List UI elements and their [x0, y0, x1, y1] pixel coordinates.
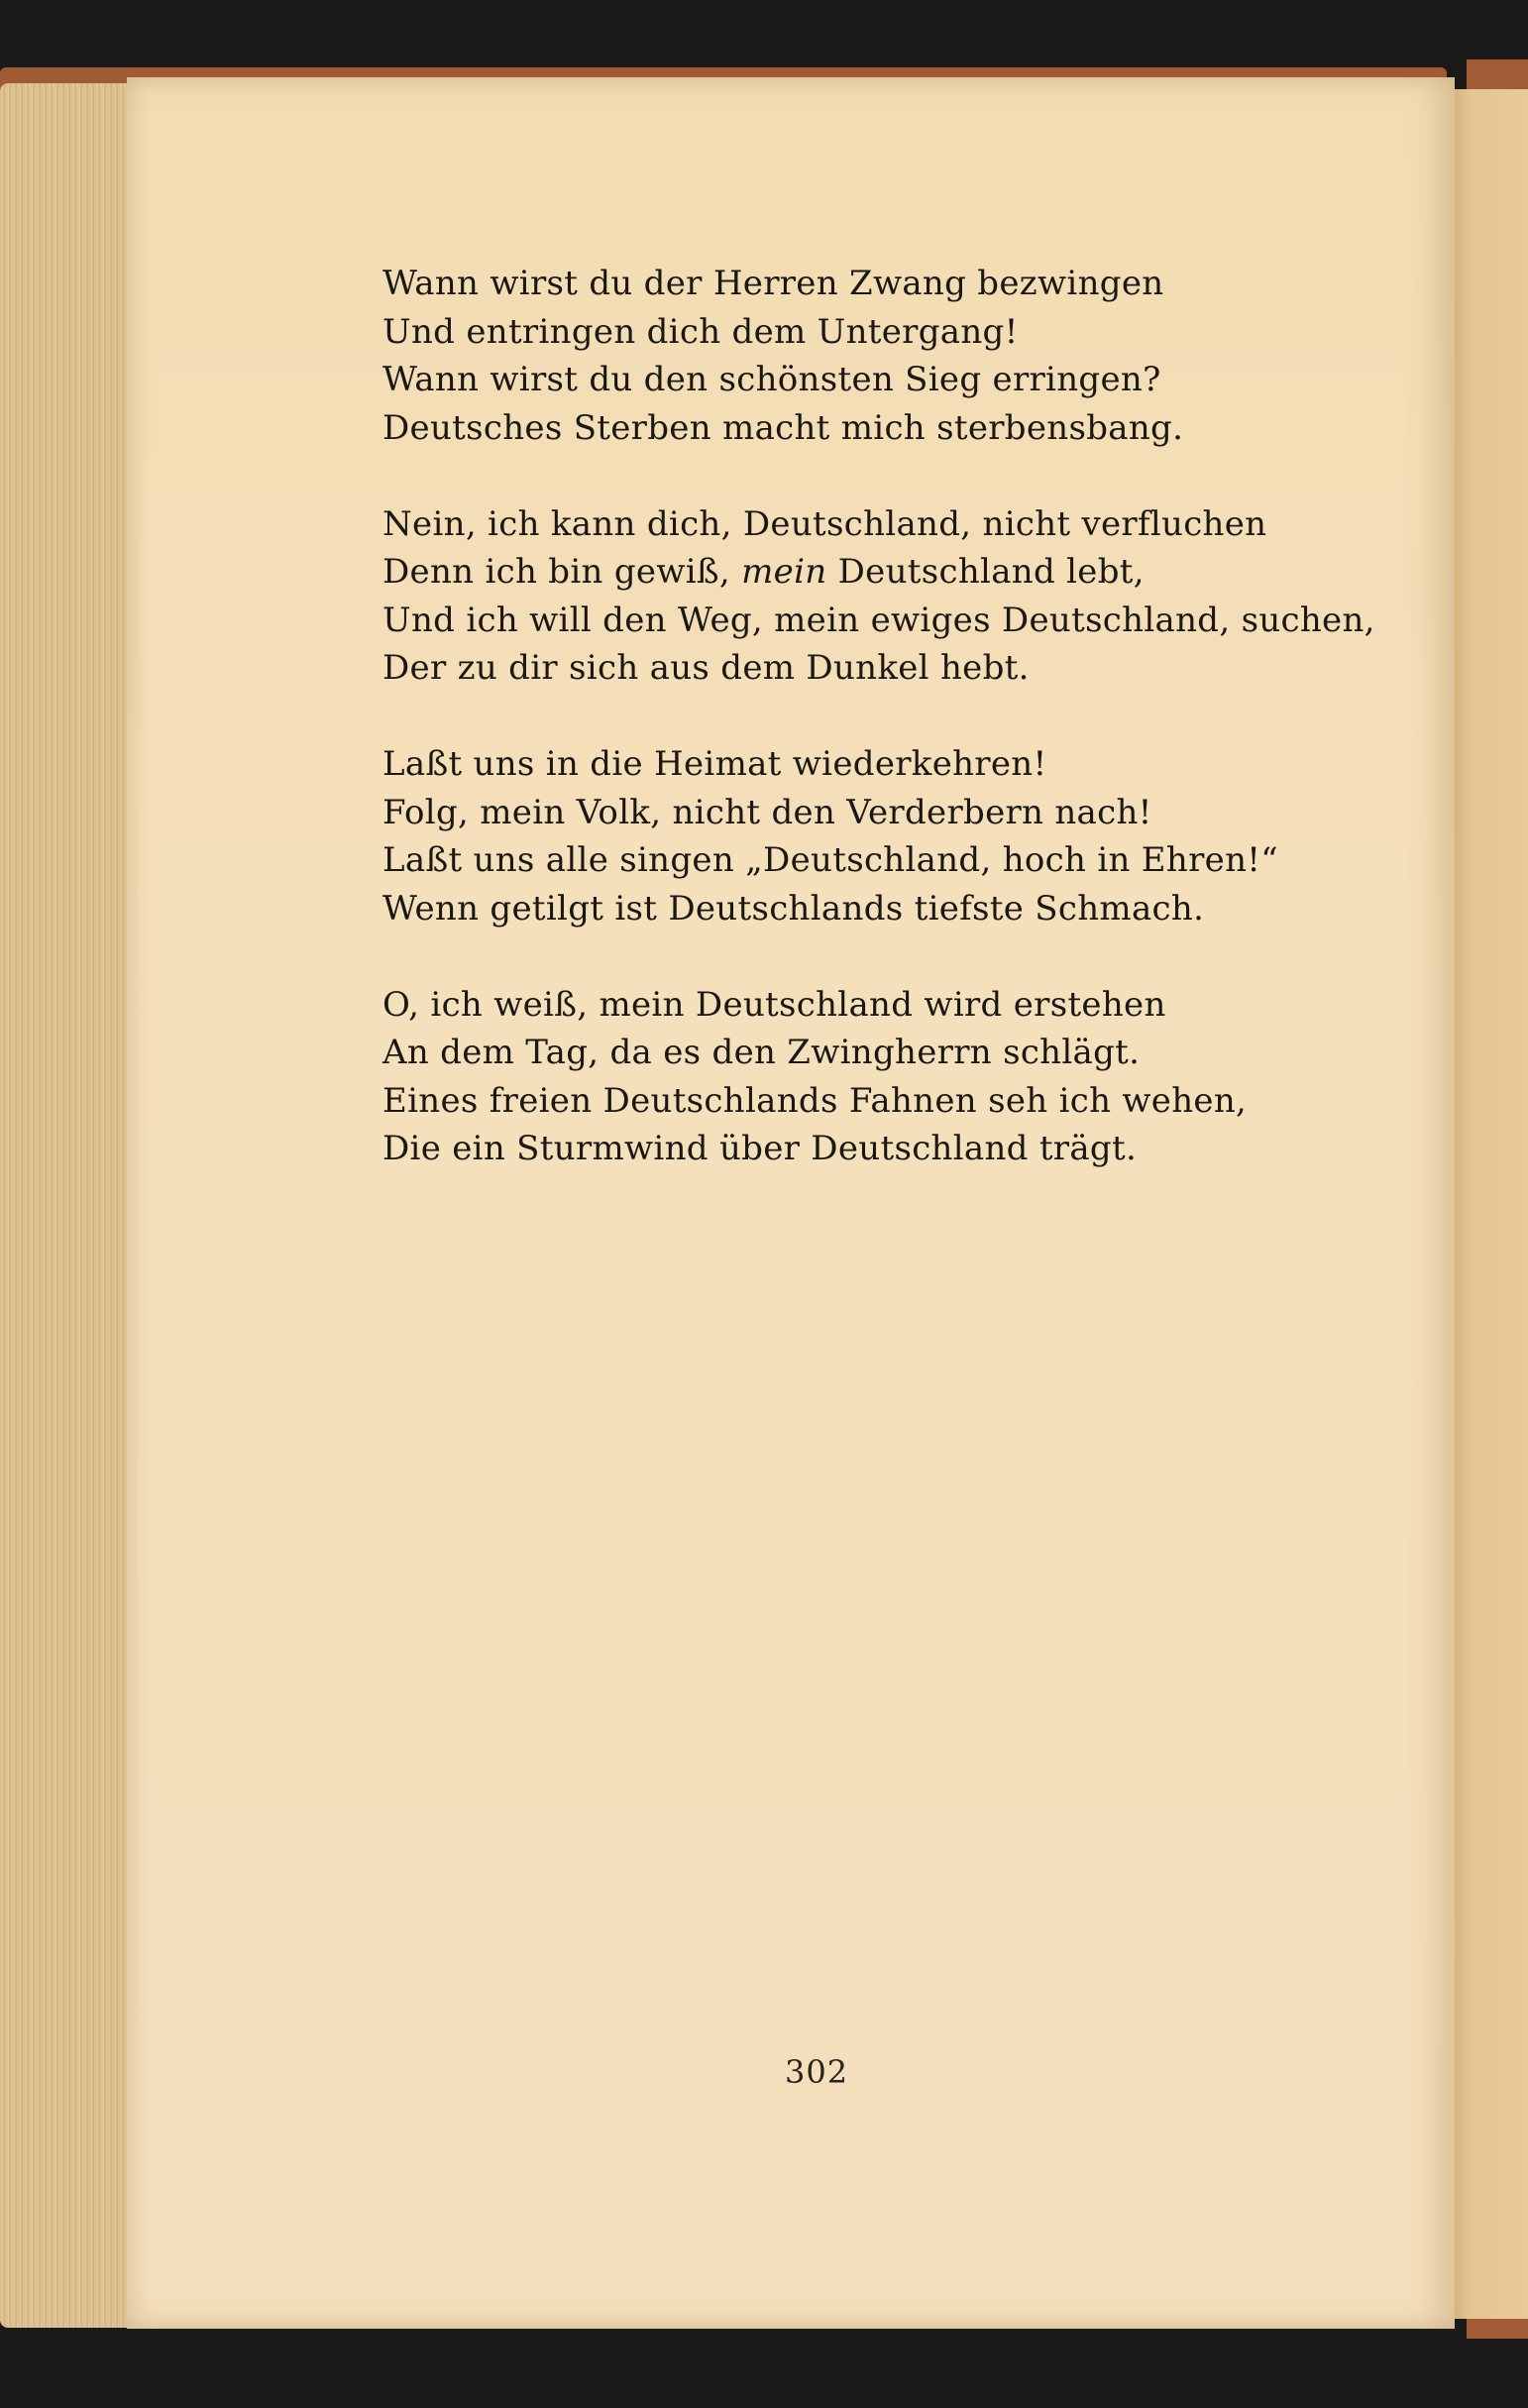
poem-line: Der zu dir sich aus dem Dunkel hebt.	[382, 648, 1030, 688]
poem-line: Folg, mein Volk, nicht den Verderbern nach!	[382, 792, 1152, 832]
stanza-2	[382, 500, 1375, 693]
poem-line-with-italic	[382, 548, 1375, 597]
poem-line: Wann wirst du den schönsten Sieg erringen?	[382, 360, 1161, 399]
poem-line: Wann wirst du der Herren Zwang bezwingen	[382, 264, 1164, 303]
stanza-1	[382, 260, 1375, 452]
poem-line: Die ein Sturmwind über Deutschland trägt.	[382, 1129, 1138, 1168]
poem-line-start: Denn ich bin gewiß,	[382, 552, 742, 592]
poem	[382, 260, 1375, 1221]
poem-line: Und entringen dich dem Untergang!	[382, 311, 1019, 352]
poem-line: Nein, ich kann dich, Deutschland, nicht verfluchen	[382, 503, 1267, 544]
poem-line: Deutsches Sterben macht mich sterbensbang.	[382, 407, 1184, 448]
poem-line: Eines freien Deutschlands Fahnen seh ich wehen,	[382, 1080, 1248, 1121]
stanza-3	[382, 740, 1375, 932]
poem-line: O, ich weiß, mein Deutschland wird erstehen	[382, 984, 1166, 1025]
poem-line: Laßt uns in die Heimat wiederkehren!	[382, 744, 1047, 784]
poem-line: An dem Tag, da es den Zwingherrn schlägt.	[382, 1033, 1141, 1072]
italic-word: mein	[741, 552, 827, 592]
poem-line: Wenn getilgt ist Deutschlands tiefste Schmach.	[382, 888, 1205, 929]
poem-line: Laßt uns alle singen „Deutschland, hoch in Ehren!“	[382, 840, 1278, 880]
page-number: 302	[785, 2053, 849, 2091]
poem-line: Und ich will den Weg, mein ewiges Deutschland, suchen,	[382, 600, 1375, 640]
poem-line-end: Deutschland lebt,	[826, 552, 1145, 592]
stacked-page-edges	[0, 83, 134, 2328]
stanza-4	[382, 981, 1375, 1173]
